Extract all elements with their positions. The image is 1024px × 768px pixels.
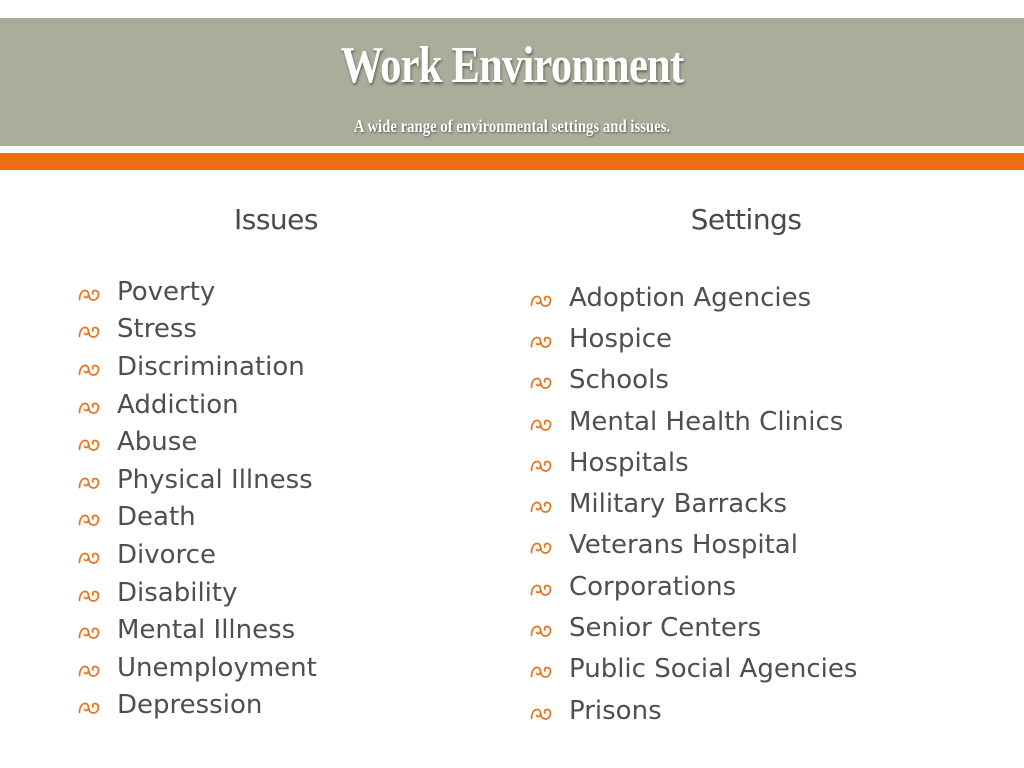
slide-subtitle: A wide range of environmental settings and issues. (353, 116, 671, 136)
curl-ornament-icon (530, 583, 552, 597)
issue-label: Mental Illness (117, 615, 296, 646)
issue-label: Stress (117, 314, 197, 345)
slide-title: Work Environment (340, 37, 684, 94)
settings-list (530, 277, 857, 731)
setting-label: Senior Centers (569, 613, 762, 644)
settings-list-item (530, 525, 857, 566)
setting-label: Military Barracks (569, 489, 788, 520)
curl-ornament-icon (530, 665, 552, 679)
issue-label: Unemployment (117, 652, 317, 683)
issue-label: Disability (117, 577, 238, 608)
issues-list-item (78, 611, 317, 649)
settings-heading: Settings (690, 203, 802, 236)
curl-ornament-icon (78, 325, 100, 339)
settings-list-item (530, 401, 857, 442)
issue-label: Divorce (117, 539, 216, 570)
curl-ornament-icon (530, 294, 552, 308)
header-divider (0, 146, 1024, 153)
curl-ornament-icon (530, 500, 552, 514)
setting-label: Corporations (569, 571, 737, 602)
curl-ornament-icon (78, 589, 100, 603)
issue-label: Addiction (117, 389, 239, 420)
curl-ornament-icon (78, 513, 100, 527)
curl-ornament-icon (78, 701, 100, 715)
issues-list-item (78, 574, 317, 612)
settings-list-item (530, 318, 857, 359)
setting-label: Mental Health Clinics (569, 406, 844, 437)
issues-list-item (78, 423, 317, 461)
curl-ornament-icon (78, 626, 100, 640)
settings-list-item (530, 360, 857, 401)
issue-label: Depression (117, 690, 263, 721)
settings-list-item (530, 607, 857, 648)
settings-list-item (530, 690, 857, 731)
issues-list-item (78, 687, 317, 725)
setting-label: Adoption Agencies (569, 282, 812, 313)
issues-list-item (78, 311, 317, 349)
issue-label: Poverty (117, 276, 216, 307)
settings-list-item (530, 277, 857, 318)
setting-label: Schools (569, 365, 669, 396)
issues-heading: Issues (234, 203, 318, 236)
issue-label: Death (117, 502, 196, 533)
accent-bar (0, 153, 1024, 170)
issues-list-item (78, 386, 317, 424)
curl-ornament-icon (78, 551, 100, 565)
issues-list-item (78, 536, 317, 574)
issue-label: Discrimination (117, 351, 305, 382)
issues-list-item (78, 649, 317, 687)
curl-ornament-icon (530, 707, 552, 721)
issue-label: Physical Illness (117, 464, 313, 495)
curl-ornament-icon (78, 476, 100, 490)
curl-ornament-icon (530, 376, 552, 390)
issues-list-item (78, 461, 317, 499)
curl-ornament-icon (530, 418, 552, 432)
curl-ornament-icon (78, 363, 100, 377)
setting-label: Hospice (569, 323, 673, 354)
issues-list-item (78, 499, 317, 537)
settings-list-item (530, 649, 857, 690)
issues-list (78, 273, 317, 724)
issue-label: Abuse (117, 427, 198, 458)
settings-list-item (530, 442, 857, 483)
curl-ornament-icon (530, 624, 552, 638)
curl-ornament-icon (78, 438, 100, 452)
setting-label: Prisons (569, 695, 662, 726)
issues-list-item (78, 348, 317, 386)
curl-ornament-icon (78, 401, 100, 415)
curl-ornament-icon (530, 335, 552, 349)
issues-list-item (78, 273, 317, 311)
curl-ornament-icon (78, 288, 100, 302)
setting-label: Public Social Agencies (569, 654, 858, 685)
settings-list-item (530, 483, 857, 524)
setting-label: Hospitals (569, 447, 689, 478)
settings-list-item (530, 566, 857, 607)
curl-ornament-icon (530, 541, 552, 555)
curl-ornament-icon (78, 664, 100, 678)
setting-label: Veterans Hospital (569, 530, 798, 561)
curl-ornament-icon (530, 459, 552, 473)
